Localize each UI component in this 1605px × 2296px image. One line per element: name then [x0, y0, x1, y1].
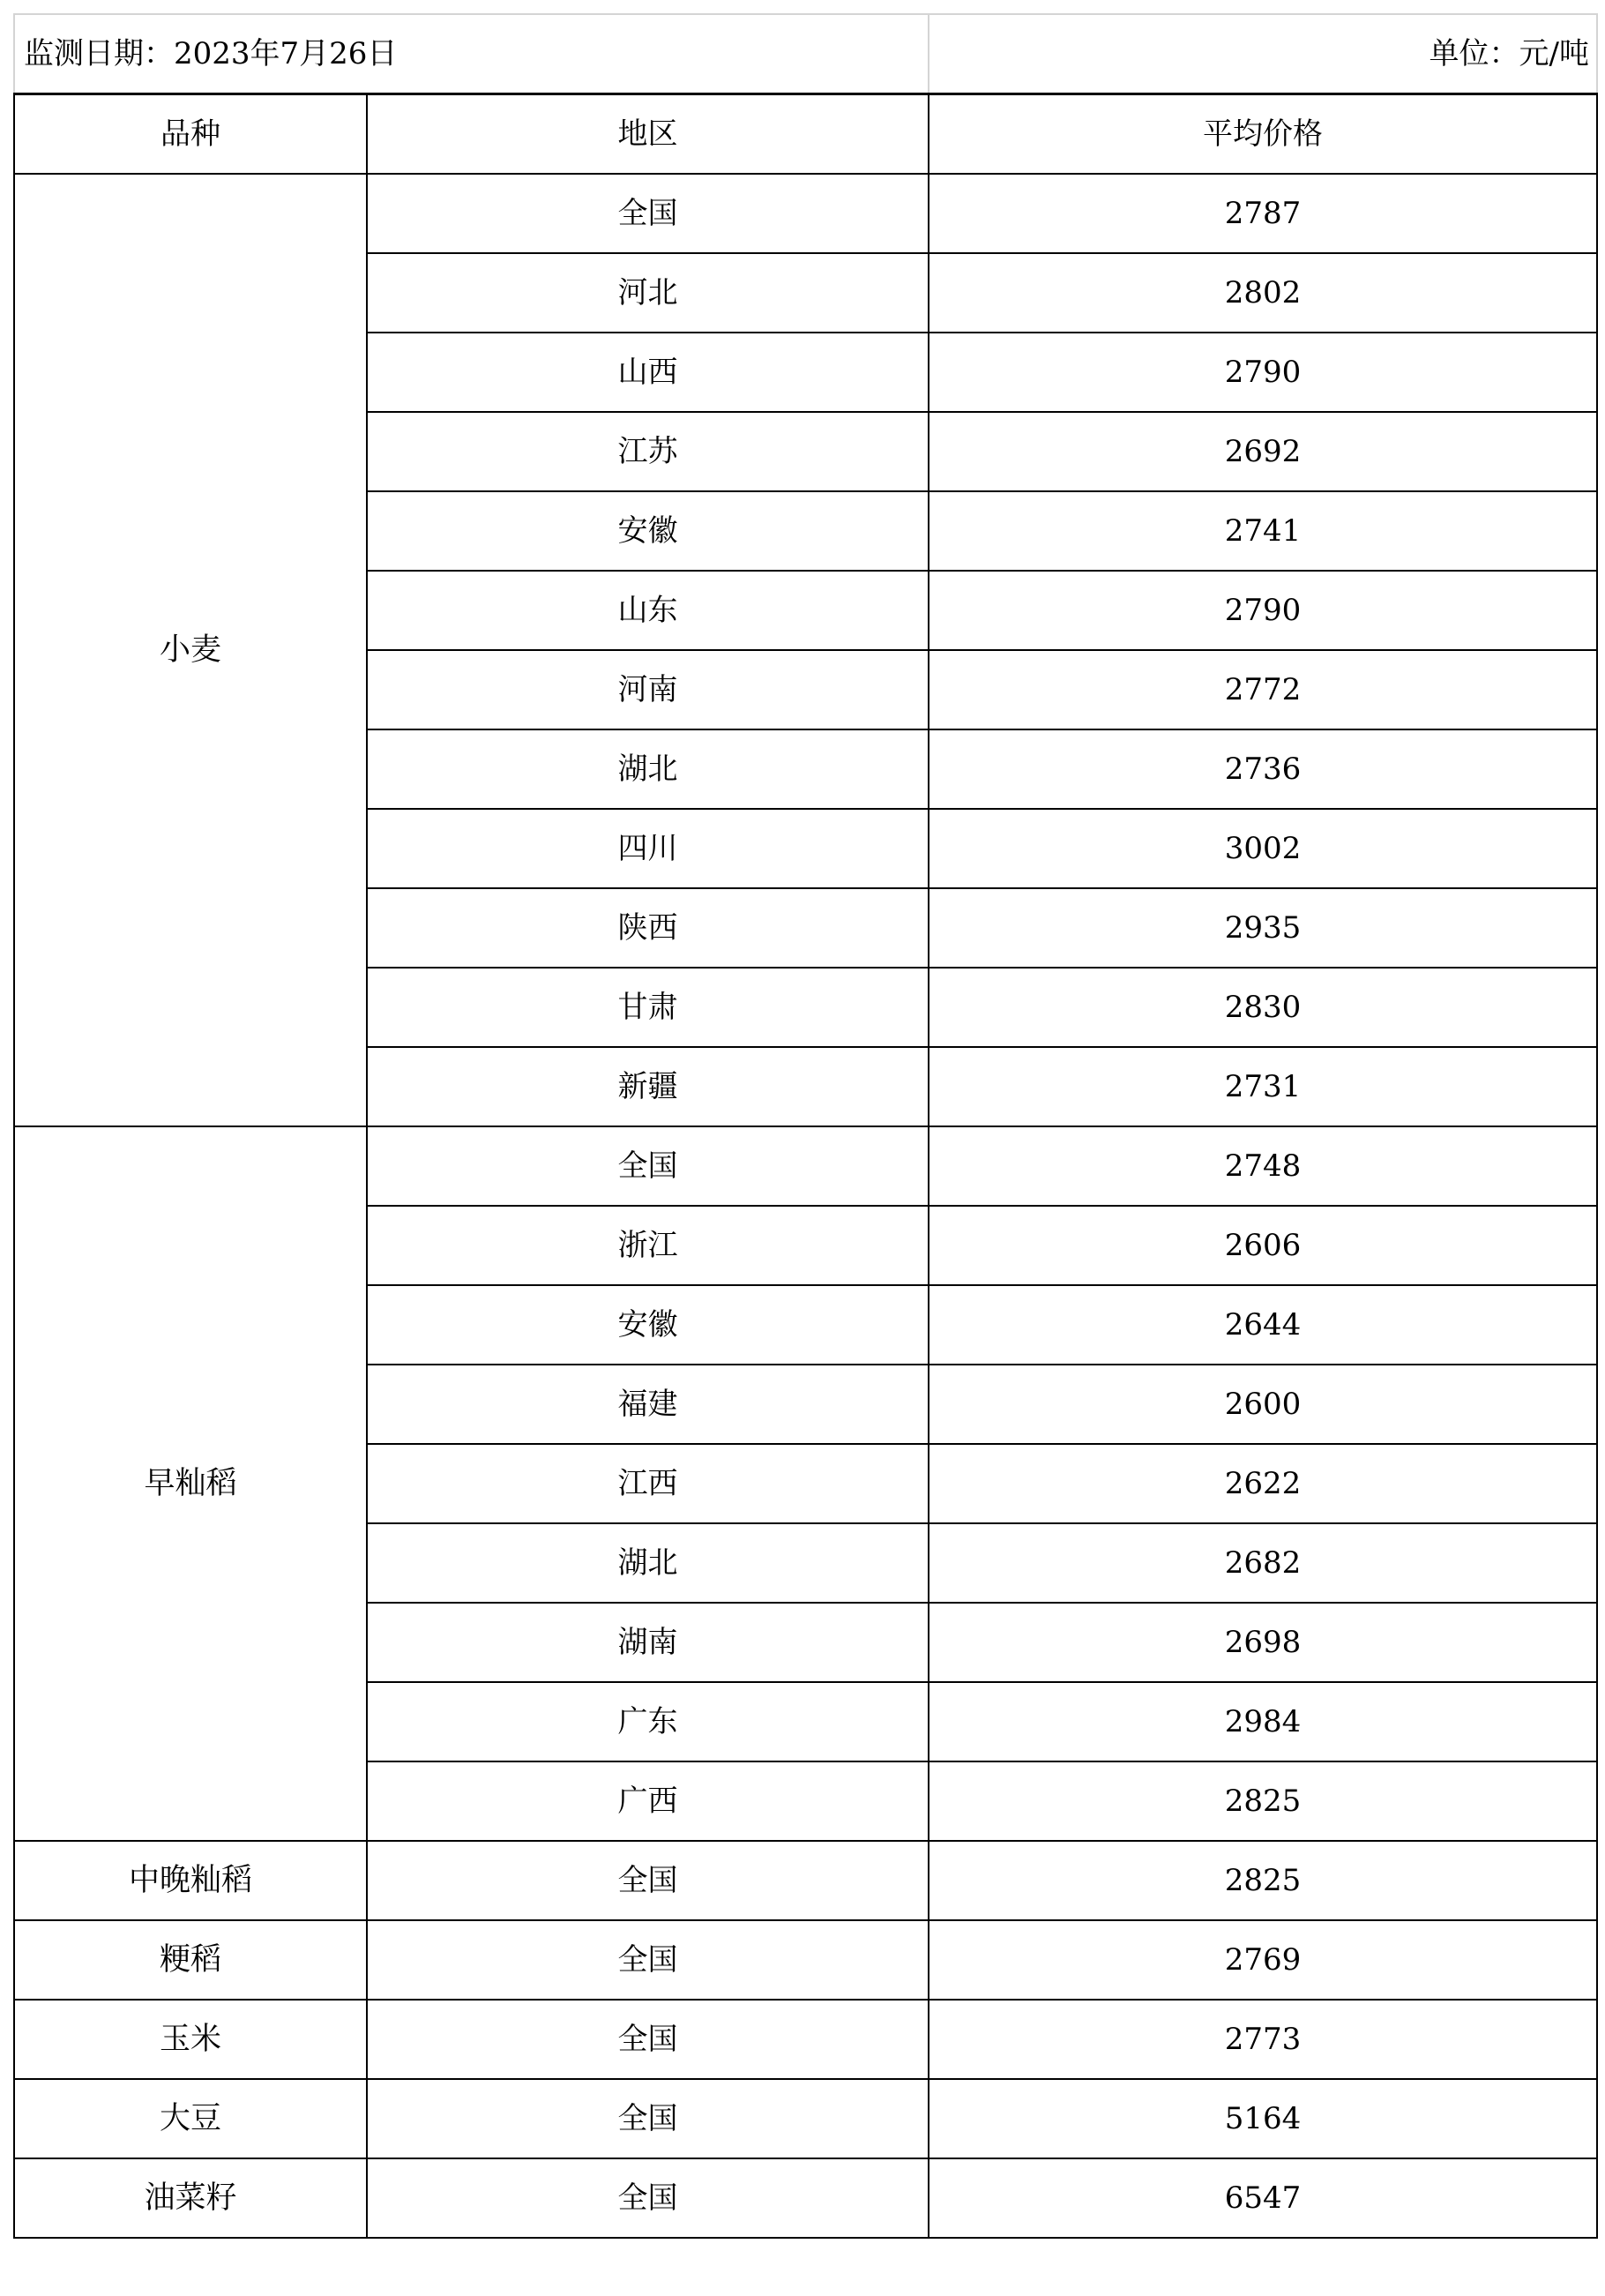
- price-cell: 2984: [929, 1682, 1597, 1761]
- unit-label: 单位：元/吨: [929, 14, 1597, 94]
- info-row: [14, 14, 1597, 94]
- region-cell: 浙江: [367, 1206, 929, 1285]
- region-cell: 安徽: [367, 1285, 929, 1365]
- price-cell: 2692: [929, 412, 1597, 491]
- price-cell: 5164: [929, 2079, 1597, 2158]
- region-cell: 湖南: [367, 1603, 929, 1682]
- price-cell: 2600: [929, 1365, 1597, 1444]
- region-cell: 四川: [367, 809, 929, 888]
- region-cell: 福建: [367, 1365, 929, 1444]
- table-row: [14, 2079, 1597, 2158]
- price-cell: 6547: [929, 2158, 1597, 2238]
- price-cell: 2790: [929, 333, 1597, 412]
- region-cell: 广西: [367, 1761, 929, 1841]
- price-cell: 2935: [929, 888, 1597, 968]
- price-table: [13, 13, 1598, 2239]
- region-cell: 全国: [367, 1841, 929, 1920]
- variety-cell: 小麦: [14, 174, 367, 1126]
- table-row: [14, 174, 1597, 253]
- header-price: 平均价格: [929, 94, 1597, 175]
- price-cell: 2622: [929, 1444, 1597, 1523]
- region-cell: 全国: [367, 1920, 929, 2000]
- price-sheet: [13, 13, 1596, 2239]
- header-row: [14, 94, 1597, 175]
- header-region: 地区: [367, 94, 929, 175]
- region-cell: 新疆: [367, 1047, 929, 1126]
- region-cell: 安徽: [367, 491, 929, 571]
- price-cell: 2731: [929, 1047, 1597, 1126]
- region-cell: 山东: [367, 571, 929, 650]
- price-cell: 2825: [929, 1841, 1597, 1920]
- region-cell: 湖北: [367, 1523, 929, 1603]
- region-cell: 广东: [367, 1682, 929, 1761]
- table-row: [14, 2158, 1597, 2238]
- table-row: [14, 2000, 1597, 2079]
- variety-cell: 中晚籼稻: [14, 1841, 367, 1920]
- region-cell: 全国: [367, 2000, 929, 2079]
- region-cell: 甘肃: [367, 968, 929, 1047]
- price-cell: 2736: [929, 729, 1597, 809]
- region-cell: 湖北: [367, 729, 929, 809]
- price-cell: 2698: [929, 1603, 1597, 1682]
- variety-cell: 粳稻: [14, 1920, 367, 2000]
- region-cell: 陕西: [367, 888, 929, 968]
- price-cell: 2802: [929, 253, 1597, 333]
- table-row: [14, 1126, 1597, 1206]
- region-cell: 全国: [367, 2158, 929, 2238]
- variety-cell: 早籼稻: [14, 1126, 367, 1841]
- region-cell: 江苏: [367, 412, 929, 491]
- region-cell: 全国: [367, 2079, 929, 2158]
- monitoring-date: 监测日期：2023年7月26日: [14, 14, 929, 94]
- price-cell: 2748: [929, 1126, 1597, 1206]
- price-cell: 2790: [929, 571, 1597, 650]
- price-cell: 3002: [929, 809, 1597, 888]
- price-cell: 2769: [929, 1920, 1597, 2000]
- price-cell: 2606: [929, 1206, 1597, 1285]
- region-cell: 江西: [367, 1444, 929, 1523]
- header-variety: 品种: [14, 94, 367, 175]
- region-cell: 山西: [367, 333, 929, 412]
- variety-cell: 油菜籽: [14, 2158, 367, 2238]
- variety-cell: 大豆: [14, 2079, 367, 2158]
- region-cell: 全国: [367, 1126, 929, 1206]
- region-cell: 全国: [367, 174, 929, 253]
- price-cell: 2772: [929, 650, 1597, 729]
- region-cell: 河南: [367, 650, 929, 729]
- price-cell: 2787: [929, 174, 1597, 253]
- price-cell: 2682: [929, 1523, 1597, 1603]
- variety-cell: 玉米: [14, 2000, 367, 2079]
- region-cell: 河北: [367, 253, 929, 333]
- price-cell: 2741: [929, 491, 1597, 571]
- price-cell: 2830: [929, 968, 1597, 1047]
- table-row: [14, 1841, 1597, 1920]
- price-cell: 2825: [929, 1761, 1597, 1841]
- price-cell: 2644: [929, 1285, 1597, 1365]
- table-row: [14, 1920, 1597, 2000]
- price-cell: 2773: [929, 2000, 1597, 2079]
